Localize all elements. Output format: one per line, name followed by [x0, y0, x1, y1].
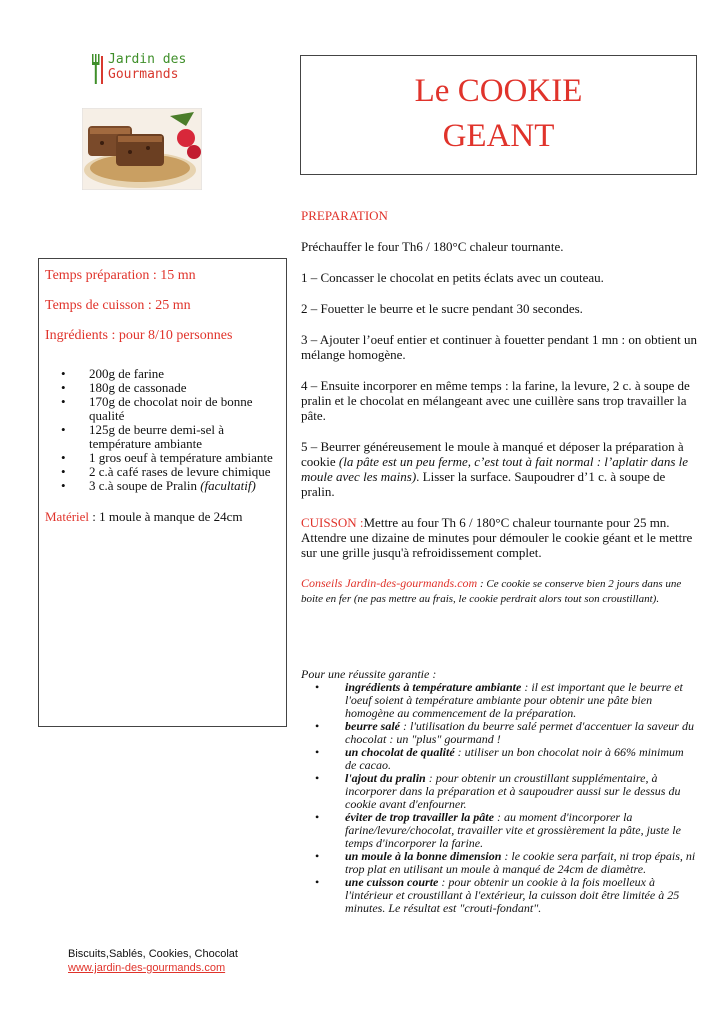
page-title-line-1: Le COOKIE: [414, 73, 583, 109]
cuisson-text: Mettre au four Th 6 / 180°C chaleur tournante pour 25 mn. Attendre une dizaine de minutes pour démouler le cookie géant et le mettre sur une grille jusqu'à refroidissement complet.: [301, 515, 693, 560]
tip-text: : au moment d'incorporer la farine/levure/chocolat, travailler vite et grossièrement la pâte, juste le temps d'incorporer la farine.: [345, 810, 681, 850]
fork-icon: [90, 52, 104, 86]
conseils: [301, 576, 701, 607]
list-item: [345, 850, 696, 876]
step-3: 3 – Ajouter l’oeuf entier et continuer à fouetter pendant 1 mn : on obtient un mélange homogène.: [301, 332, 698, 362]
tip-text: : il est important que le beurre et l'oeuf soient à température ambiante pour obtenir une pâte bien homogène au commencement de la préparation.: [345, 680, 683, 720]
logo-line-1: Jardin des: [108, 52, 187, 67]
tip-text: : pour obtenir un cookie à la fois moelleux à l'intérieur et croustillant à l'extérieur, la cuisson doit être limitée à 25 minutes. Le résultat est "crouti-fondant".: [345, 875, 680, 915]
tips-list: [301, 681, 696, 915]
tip-text: : le cookie sera parfait, ni trop épais, ni trop plat en utilisant un moule à manqué de 24cm de diamètre.: [345, 849, 696, 876]
ingredient-text: 3 c.à soupe de Pralin: [89, 478, 201, 493]
tip-title: ingrédients à température ambiante: [345, 680, 522, 694]
cuisson: [301, 515, 701, 560]
step-5-b: . Lisser la surface. Saupoudrer d’1 c. à soupe de pralin.: [301, 469, 666, 499]
conseils-text: : Ce cookie se conserve bien 2 jours dans une boite en fer (ne pas mettre au frais, le cookie perdrait alors tout son croustillant).: [301, 578, 682, 605]
ingredients-box: [38, 258, 287, 727]
tip-text: : pour obtenir un croustillant supplémentaire, à incorporer dans la préparation et à saupoudrer aussi sur le dessus du cookie avant d'enfourner.: [345, 771, 681, 811]
footer-tagline: Biscuits,Sablés, Cookies, Chocolat: [68, 948, 238, 960]
tips-section: [301, 668, 696, 915]
tip-text: : utiliser un bon chocolat noir à 66% minimum de cacao.: [345, 745, 684, 772]
tip-title: beurre salé: [345, 719, 400, 733]
step-5-note: (la pâte est un peu ferme, c’est tout à fait normal : l’aplatir dans le moule avec les mains): [301, 454, 689, 484]
step-1: 1 – Concasser le chocolat en petits éclats avec un couteau.: [301, 270, 604, 285]
tip-title: éviter de trop travailler la pâte: [345, 810, 494, 824]
tip-title: un chocolat de qualité: [345, 745, 455, 759]
list-item: • 125g de beurre demi-sel à température ambiante: [89, 423, 280, 451]
list-item: [345, 720, 696, 746]
list-item: • 200g de farine: [89, 367, 280, 381]
list-item: [345, 681, 696, 720]
logo-line-2: Gourmands: [108, 67, 179, 82]
preparation-heading: PREPARATION: [301, 208, 388, 223]
cuisson-label: CUISSON :: [301, 515, 364, 530]
tips-intro: Pour une réussite garantie :: [301, 667, 437, 681]
ingredient-note: (facultatif): [200, 478, 256, 493]
cookie-photo: [82, 108, 202, 190]
tip-title: l'ajout du pralin: [345, 771, 426, 785]
step-5: [301, 439, 701, 499]
title-box: [300, 55, 697, 175]
list-item: [89, 479, 280, 493]
list-item: [345, 772, 696, 811]
preheat-text: Préchauffer le four Th6 / 180°C chaleur tournante.: [301, 239, 564, 254]
footer-website-link[interactable]: www.jardin-des-gourmands.com: [68, 962, 226, 974]
material-text: : 1 moule à manque de 24cm: [89, 509, 243, 524]
material: [45, 509, 280, 525]
list-item: • 180g de cassonade: [89, 381, 280, 395]
list-item: [345, 746, 696, 772]
list-item: • 2 c.à café rases de levure chimique: [89, 465, 280, 479]
step-4: 4 – Ensuite incorporer en même temps : la farine, la levure, 2 c. à soupe de pralin et le chocolat en mélangeant avec une cuillère sans trop travailler la pâte.: [301, 378, 690, 423]
ingredient-list: [45, 367, 280, 493]
brand-logo: [90, 52, 200, 88]
step-5-a: 5 – Beurrer généreusement le moule à manqué et déposer la préparation à cookie: [301, 439, 684, 469]
tip-text: : l'utilisation du beurre salé permet d'accentuer la saveur du chocolat : un "plus" gourmand !: [345, 719, 694, 746]
step-2: 2 – Fouetter le beurre et le sucre pendant 30 secondes.: [301, 301, 583, 316]
list-item: [345, 876, 696, 915]
cook-time: Temps de cuisson : 25 mn: [45, 298, 191, 313]
footer: [68, 947, 238, 975]
list-item: • 170g de chocolat noir de bonne qualité: [89, 395, 280, 423]
material-label: Matériel: [45, 509, 90, 524]
preparation-section: [301, 208, 701, 607]
list-item: [345, 811, 696, 850]
servings: Ingrédients : pour 8/10 personnes: [45, 328, 233, 343]
page-title-line-2: GEANT: [442, 118, 555, 154]
tip-title: un moule à la bonne dimension: [345, 849, 502, 863]
prep-time: Temps préparation : 15 mn: [45, 268, 196, 283]
list-item: • 1 gros oeuf à température ambiante: [89, 451, 280, 465]
tip-title: une cuisson courte: [345, 875, 439, 889]
conseils-label: Conseils Jardin-des-gourmands.com: [301, 576, 478, 590]
